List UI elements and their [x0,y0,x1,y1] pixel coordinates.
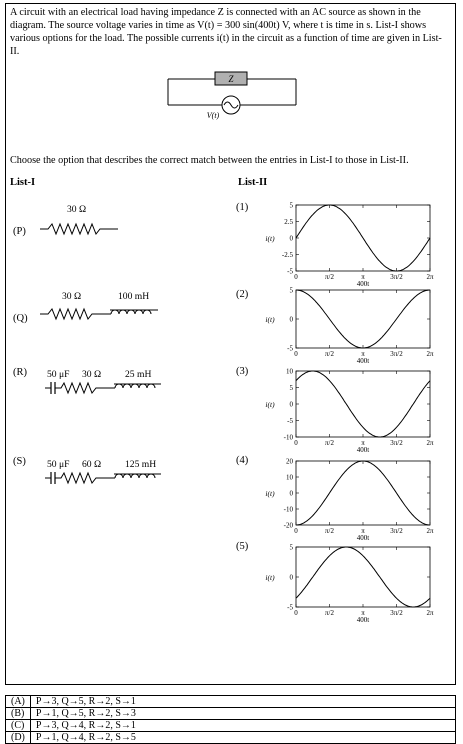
y-axis-label: i(t) [265,489,275,498]
y-tick-label: 0 [289,315,293,324]
y-tick-label: 5 [289,384,293,392]
y-tick-label: 0 [289,234,293,243]
q-resistor-value: 30 Ω [62,291,82,302]
plot-frame [296,290,430,348]
y-tick-label: 5 [289,201,293,210]
x-tick-label: π [361,527,365,535]
y-tick-label: 0 [289,400,293,409]
row-label-q: (Q) [13,313,28,324]
r-inductor-value: 25 mH [125,369,152,380]
x-tick-label: 2π [426,439,434,447]
x-tick-label: 2π [426,273,434,281]
y-tick-label: -2.5 [281,251,293,259]
x-tick-label: π [361,350,365,358]
y-axis-label: i(t) [265,234,275,243]
current-curve [296,290,430,348]
x-tick-label: 0 [294,273,298,281]
x-tick-label: 0 [294,609,298,617]
list2-title: List-II [238,177,268,188]
x-tick-label: π/2 [325,350,334,358]
y-tick-label: 0 [289,489,293,498]
option-key: (A) [6,696,31,708]
graph-number-3: (3) [236,366,249,377]
source-label: V(t) [206,111,220,120]
s-resistor-value: 60 Ω [82,459,102,470]
option-row[interactable] [6,720,456,732]
y-tick-label: -5 [287,417,293,425]
row-label-p: (P) [13,226,26,237]
x-tick-label: 0 [294,439,298,447]
option-key: (D) [6,732,31,744]
x-tick-label: π/2 [325,439,334,447]
y-tick-label: 10 [286,473,293,482]
x-axis-label: 400t [356,280,370,288]
x-axis-label: 400t [356,357,370,365]
x-axis-label: 400t [356,446,370,454]
y-tick-label: -5 [287,603,293,612]
y-axis-label: i(t) [265,315,275,324]
x-tick-label: 3π/2 [390,527,403,535]
option-row[interactable] [6,696,456,708]
r-capacitor-value: 50 μF [47,369,70,380]
current-graph-1 [256,200,436,288]
current-curve [296,371,430,437]
option-key: (B) [6,708,31,720]
y-tick-label: 5 [289,543,293,552]
option-row[interactable] [6,732,456,744]
x-tick-label: π/2 [325,609,334,617]
x-axis-label: 400t [356,616,370,624]
circuit-diagram [160,68,300,120]
y-tick-label: -10 [283,433,293,442]
current-curve [296,547,430,607]
prompt-text: Choose the option that describes the correct match between the entries in List-I to those in List-II. [10,155,409,166]
s-capacitor-value: 50 μF [47,459,70,470]
x-tick-label: π [361,273,365,281]
option-text: P→1, Q→4, R→2, S→5 [30,732,455,744]
answer-options [5,695,456,744]
x-tick-label: π/2 [325,527,334,535]
x-tick-label: 2π [426,350,434,358]
x-axis-label: 400t [356,534,370,542]
x-tick-label: 0 [294,350,298,358]
y-tick-label: -5 [287,267,293,276]
r-resistor-value: 30 Ω [82,369,102,380]
list1-title: List-I [10,177,36,188]
current-graph-3 [256,366,436,454]
current-graph-2 [256,285,436,365]
x-tick-label: 3π/2 [390,609,403,617]
q-circuit-symbol [38,306,163,322]
y-tick-label: -5 [287,344,293,353]
y-tick-label: -10 [283,505,293,514]
p-resistor-value: 30 Ω [67,204,87,215]
y-tick-label: 10 [286,367,293,376]
impedance-label: Z [228,74,234,84]
x-tick-label: π [361,609,365,617]
x-tick-label: 3π/2 [390,439,403,447]
s-inductor-value: 125 mH [125,459,157,470]
x-tick-label: 3π/2 [390,350,403,358]
option-text: P→3, Q→4, R→2, S→1 [30,720,455,732]
x-tick-label: 2π [426,527,434,535]
p-resistor-symbol [38,222,123,236]
option-text: P→3, Q→5, R→2, S→1 [30,696,455,708]
x-tick-label: π/2 [325,273,334,281]
question-text: A circuit with an electrical load having impedance Z is connected with an AC source as shown in the diagram. The source voltage varies in time as V(t) = 300 sin(400t) V, where t is time in s. List-I shows various options for the load. The possible currents i(t) in the circuit as a function of time are given in List-II. [10,7,442,57]
y-tick-label: 2.5 [284,218,293,226]
row-label-r: (R) [13,367,27,378]
current-curve [296,461,430,525]
graph-number-5: (5) [236,541,249,552]
current-graph-5 [256,542,436,624]
current-curve [296,205,430,271]
r-circuit-symbol [43,380,163,396]
row-label-s: (S) [13,456,26,467]
option-key: (C) [6,720,31,732]
x-tick-label: 2π [426,609,434,617]
graph-number-4: (4) [236,455,249,466]
s-circuit-symbol [43,470,163,486]
y-tick-label: -20 [283,521,293,530]
x-tick-label: 3π/2 [390,273,403,281]
graph-number-2: (2) [236,289,249,300]
y-tick-label: 0 [289,573,293,582]
option-text: P→1, Q→5, R→2, S→3 [30,708,455,720]
y-tick-label: 5 [289,286,293,295]
current-graph-4 [256,456,436,542]
x-tick-label: 0 [294,527,298,535]
option-row[interactable] [6,708,456,720]
y-axis-label: i(t) [265,400,275,409]
x-tick-label: π [361,439,365,447]
y-tick-label: 20 [286,457,293,466]
graph-number-1: (1) [236,202,249,213]
y-axis-label: i(t) [265,573,275,582]
q-inductor-value: 100 mH [118,291,150,302]
plot-frame [296,461,430,525]
